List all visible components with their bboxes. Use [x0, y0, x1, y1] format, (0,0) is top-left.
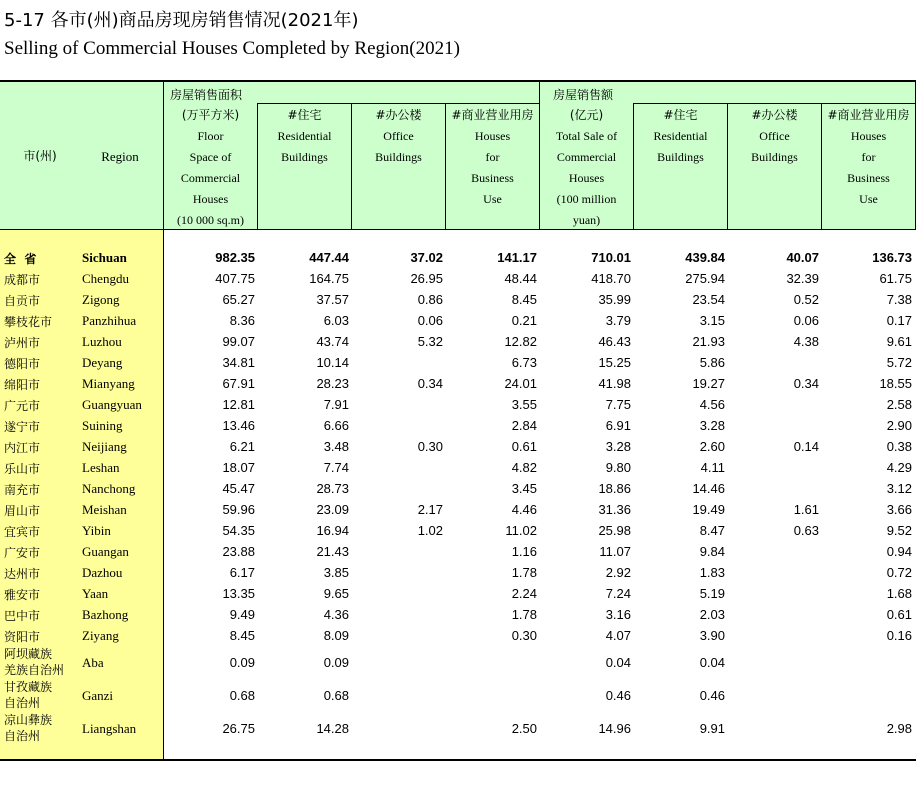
table-cell: 34.81 [222, 355, 255, 370]
table-cell: 0.06 [793, 313, 819, 328]
table-cell: 4.46 [511, 502, 537, 517]
table-cell: 0.30 [417, 439, 443, 454]
region-name-cn: 攀枝花市 [4, 315, 53, 329]
table-cell: 0.30 [511, 628, 537, 643]
table-cell: 3.45 [511, 481, 537, 496]
table-cell: 9.84 [699, 544, 725, 559]
table-cell: 3.28 [699, 418, 725, 433]
region-name-en: Yibin [82, 523, 111, 538]
table-cell: 0.52 [793, 292, 819, 307]
table-cell: 0.38 [886, 439, 912, 454]
region-name-en: Sichuan [82, 250, 127, 265]
table-cell: 1.02 [417, 523, 443, 538]
table-cell: 37.57 [316, 292, 349, 307]
table-cell: 136.73 [872, 250, 912, 265]
table-cell: 18.86 [598, 481, 631, 496]
table-cell: 9.49 [229, 607, 255, 622]
table-cell: 7.91 [323, 397, 349, 412]
table-cell: 19.27 [692, 376, 725, 391]
table-cell: 2.90 [886, 418, 912, 433]
table-cell: 6.73 [511, 355, 537, 370]
table-cell: 23.88 [222, 544, 255, 559]
table-cell: 2.17 [417, 502, 443, 517]
table-cell: 8.45 [511, 292, 537, 307]
table-cell: 418.70 [591, 271, 631, 286]
header-bottom-line [0, 229, 916, 230]
table-cell: 2.58 [886, 397, 912, 412]
table-cell: 11.02 [505, 523, 537, 538]
region-name-en: Luzhou [82, 334, 122, 349]
table-cell: 141.17 [497, 250, 537, 265]
table-cell: 35.99 [598, 292, 631, 307]
table-cell: 31.36 [598, 502, 631, 517]
table-cell: 0.34 [793, 376, 819, 391]
table-cell: 447.44 [309, 250, 349, 265]
region-name-en: Guangyuan [82, 397, 142, 412]
table-cell: 26.95 [410, 271, 443, 286]
table-cell: 439.84 [685, 250, 725, 265]
table-cell: 1.78 [511, 565, 537, 580]
table-cell: 5.86 [699, 355, 725, 370]
table-cell: 45.47 [222, 481, 255, 496]
table-cell: 1.78 [511, 607, 537, 622]
table-cell: 3.48 [323, 439, 349, 454]
table-cell: 9.80 [605, 460, 631, 475]
region-name-en: Leshan [82, 460, 120, 475]
table-cell: 14.28 [316, 721, 349, 736]
region-name-en: Suining [82, 418, 123, 433]
table-cell: 14.96 [598, 721, 631, 736]
table-cell: 8.47 [699, 523, 725, 538]
table-cell: 40.07 [786, 250, 819, 265]
table-cell: 32.39 [786, 271, 819, 286]
table-cell: 15.25 [598, 355, 631, 370]
table-cell: 0.61 [886, 607, 912, 622]
table-cell: 0.06 [417, 313, 443, 328]
table-cell: 7.74 [323, 460, 349, 475]
table-cell: 14.46 [692, 481, 725, 496]
table-cell: 28.23 [316, 376, 349, 391]
table-cell: 9.65 [323, 586, 349, 601]
table-cell: 710.01 [591, 250, 631, 265]
table-cell: 2.24 [511, 586, 537, 601]
header-group-sales: 房屋销售额 [553, 88, 614, 102]
region-name-cn: 眉山市 [4, 504, 41, 518]
table-cell: 0.61 [511, 439, 537, 454]
table-cell: 0.17 [886, 313, 912, 328]
table-cell: 0.94 [886, 544, 912, 559]
table-cell: 6.66 [323, 418, 349, 433]
header-group-floor-area: 房屋销售面积 [170, 88, 243, 102]
table-cell: 0.86 [417, 292, 443, 307]
region-name-en: Chengdu [82, 271, 129, 286]
table-cell: 0.04 [699, 655, 725, 670]
region-name-en: Ziyang [82, 628, 119, 643]
table-cell: 3.28 [605, 439, 631, 454]
table-cell: 3.15 [699, 313, 725, 328]
region-name-cn: 内江市 [4, 441, 41, 455]
table-cell: 5.32 [417, 334, 443, 349]
table-cell: 3.12 [886, 481, 912, 496]
table-cell: 21.93 [692, 334, 725, 349]
table-cell: 2.03 [699, 607, 725, 622]
table-cell: 3.16 [605, 607, 631, 622]
region-name-en: Aba [82, 655, 104, 670]
table-cell: 1.16 [511, 544, 537, 559]
table-cell: 13.46 [222, 418, 255, 433]
table-cell: 407.75 [215, 271, 255, 286]
table-cell: 982.35 [215, 250, 255, 265]
table-cell: 0.09 [229, 655, 255, 670]
region-name-cn: 自贡市 [4, 294, 41, 308]
table-cell: 1.83 [699, 565, 725, 580]
region-name-en: Dazhou [82, 565, 123, 580]
table-cell: 4.36 [323, 607, 349, 622]
table-title-cn: 5-17 各市(州)商品房现房销售情况(2021年) [4, 10, 359, 31]
table-cell: 5.72 [886, 355, 912, 370]
table-cell: 9.91 [699, 721, 725, 736]
region-name-cn: 广安市 [4, 546, 41, 560]
table-cell: 7.38 [886, 292, 912, 307]
table-cell: 26.75 [222, 721, 255, 736]
table-cell: 2.98 [886, 721, 912, 736]
table-cell: 0.63 [793, 523, 819, 538]
table-cell: 7.24 [605, 586, 631, 601]
table-cell: 0.68 [229, 688, 255, 703]
region-name-en: Ganzi [82, 688, 114, 703]
table-cell: 23.09 [316, 502, 349, 517]
table-cell: 7.75 [605, 397, 631, 412]
table-cell: 25.98 [598, 523, 631, 538]
divider-line [633, 103, 915, 104]
table-cell: 67.91 [222, 376, 255, 391]
table-cell: 8.45 [229, 628, 255, 643]
table-cell: 3.90 [699, 628, 725, 643]
table-cell: 3.55 [511, 397, 537, 412]
region-name-cn: 广元市 [4, 399, 41, 413]
region-name-cn: 雅安市 [4, 588, 41, 602]
table-cell: 1.61 [793, 502, 819, 517]
table-cell: 6.21 [229, 439, 255, 454]
table-cell: 10.14 [316, 355, 349, 370]
table-cell: 23.54 [692, 292, 725, 307]
table-cell: 43.74 [316, 334, 349, 349]
table-cell: 21.43 [316, 544, 349, 559]
region-name-cn: 泸州市 [4, 336, 41, 350]
header-city-cn: 市(州) [23, 149, 57, 163]
header-region-en: Region [101, 149, 139, 164]
table-cell: 1.68 [886, 586, 912, 601]
table-cell: 5.19 [699, 586, 725, 601]
region-name-en: Liangshan [82, 721, 137, 736]
table-cell: 48.44 [504, 271, 537, 286]
region-name-en: Panzhihua [82, 313, 137, 328]
table-cell: 0.09 [323, 655, 349, 670]
divider-line [257, 103, 539, 104]
region-name-cn: 绵阳市 [4, 378, 41, 392]
region-name-en: Neijiang [82, 439, 127, 454]
table-cell: 11.07 [599, 544, 631, 559]
table-cell: 16.94 [316, 523, 349, 538]
region-name-cn: 成都市 [4, 273, 41, 287]
table-cell: 6.17 [229, 565, 255, 580]
header-residential-sales: #住宅 Residential Buildings [653, 108, 708, 164]
region-name-en: Yaan [82, 586, 109, 601]
table-cell: 0.68 [323, 688, 349, 703]
table-cell: 12.81 [222, 397, 255, 412]
header-office-sales: #办公楼 Office Buildings [751, 108, 798, 164]
region-name-cn: 达州市 [4, 567, 41, 581]
table-cell: 61.75 [879, 271, 912, 286]
table-cell: 46.43 [598, 334, 631, 349]
region-name-en: Mianyang [82, 376, 135, 391]
header-residential: #住宅 Residential Buildings [277, 108, 332, 164]
region-name-cn: 凉山彝族 自治州 [4, 713, 53, 743]
region-name-en: Meishan [82, 502, 127, 517]
header-floor-space: (万平方米) Floor Space of Commercial Houses (10 000 sq.m) [177, 108, 244, 227]
table-cell: 0.72 [886, 565, 912, 580]
table-cell: 2.50 [511, 721, 537, 736]
table-cell: 164.75 [309, 271, 349, 286]
table-cell: 3.85 [323, 565, 349, 580]
table-cell: 13.35 [222, 586, 255, 601]
top-rule [0, 80, 916, 82]
table-cell: 8.36 [229, 313, 255, 328]
table-cell: 9.52 [886, 523, 912, 538]
table-cell: 2.92 [605, 565, 631, 580]
table-cell: 0.46 [605, 688, 631, 703]
table-cell: 0.16 [886, 628, 912, 643]
table-cell: 4.38 [793, 334, 819, 349]
table-cell: 28.73 [316, 481, 349, 496]
table-cell: 0.34 [417, 376, 443, 391]
table-cell: 41.98 [598, 376, 631, 391]
table-cell: 19.49 [692, 502, 725, 517]
table-cell: 3.66 [886, 502, 912, 517]
region-name-cn: 阿坝藏族 羌族自治州 [4, 647, 65, 677]
region-name-cn: 宜宾市 [4, 525, 41, 539]
table-cell: 2.60 [699, 439, 725, 454]
table-cell: 6.03 [323, 313, 349, 328]
table-cell: 99.07 [222, 334, 255, 349]
region-name-en: Deyang [82, 355, 123, 370]
table-cell: 4.07 [605, 628, 631, 643]
bottom-rule [0, 759, 916, 761]
header-total-sale: (亿元) Total Sale of Commercial Houses (100 million yuan) [555, 108, 618, 227]
table-cell: 0.21 [511, 313, 537, 328]
region-name-cn: 巴中市 [4, 609, 41, 623]
table-cell: 2.84 [511, 418, 537, 433]
region-name-cn: 资阳市 [4, 630, 41, 644]
table-cell: 4.56 [699, 397, 725, 412]
table-cell: 9.61 [886, 334, 912, 349]
table-cell: 4.82 [511, 460, 537, 475]
table-cell: 4.11 [700, 460, 725, 475]
region-name-cn: 乐山市 [4, 462, 41, 476]
table-cell: 8.09 [323, 628, 349, 643]
table-cell: 12.82 [504, 334, 537, 349]
table-cell: 54.35 [222, 523, 255, 538]
table-cell: 4.29 [886, 460, 912, 475]
header-office: #办公楼 Office Buildings [375, 108, 422, 164]
region-name-cn: 南充市 [4, 483, 41, 497]
table-cell: 18.55 [879, 376, 912, 391]
region-name-cn: 全 省 [4, 252, 37, 266]
region-name-en: Zigong [82, 292, 120, 307]
table-cell: 37.02 [410, 250, 443, 265]
region-name-en: Guangan [82, 544, 129, 559]
table-cell: 0.04 [605, 655, 631, 670]
header-business: #商业营业用房 Houses for Business Use [451, 108, 534, 206]
header-business-sales: #商业营业用房 Houses for Business Use [827, 108, 910, 206]
table-cell: 0.14 [793, 439, 819, 454]
table-cell: 3.79 [605, 313, 631, 328]
region-name-cn: 遂宁市 [4, 420, 41, 434]
region-name-cn: 德阳市 [4, 357, 41, 371]
table-cell: 275.94 [685, 271, 725, 286]
region-name-cn: 甘孜藏族 自治州 [4, 680, 53, 710]
table-cell: 59.96 [222, 502, 255, 517]
region-name-en: Bazhong [82, 607, 129, 622]
table-cell: 0.46 [699, 688, 725, 703]
region-name-en: Nanchong [82, 481, 136, 496]
table-cell: 6.91 [605, 418, 631, 433]
table-cell: 24.01 [504, 376, 537, 391]
table-cell: 65.27 [222, 292, 255, 307]
table-cell: 18.07 [222, 460, 255, 475]
table-title-en: Selling of Commercial Houses Completed by Region(2021) [4, 38, 460, 59]
